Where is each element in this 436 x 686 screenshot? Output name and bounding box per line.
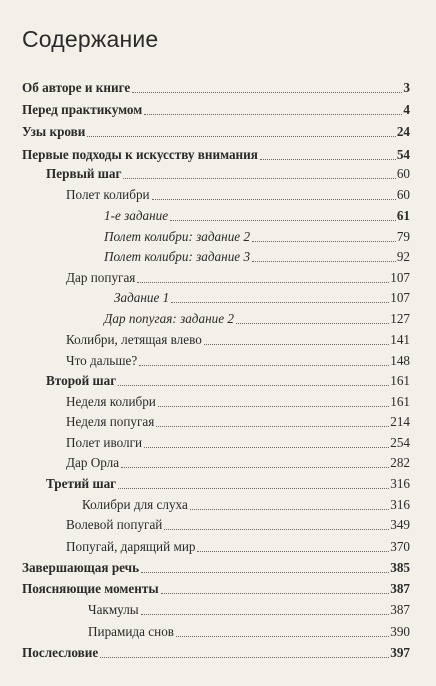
toc-entry bbox=[66, 453, 410, 471]
toc-entry-page-number: 390 bbox=[390, 624, 410, 639]
dot-leader bbox=[152, 198, 396, 200]
toc-entry bbox=[66, 392, 410, 410]
toc-entry-title: Волевой попугай bbox=[66, 517, 163, 532]
toc-entry-page-number: 24 bbox=[396, 124, 410, 139]
dot-leader bbox=[132, 91, 402, 93]
toc-entry bbox=[82, 495, 410, 513]
toc-entry-title: Задание 1 bbox=[114, 290, 170, 305]
toc-entry-page-number: 387 bbox=[390, 602, 410, 617]
toc-entry-page-number: 107 bbox=[390, 290, 410, 305]
toc-entry bbox=[22, 100, 410, 118]
toc-entry-page-number: 397 bbox=[390, 645, 410, 660]
toc-entry bbox=[22, 579, 410, 597]
dot-leader bbox=[170, 219, 396, 221]
toc-entry-title: Дар попугая: задание 2 bbox=[104, 311, 234, 326]
toc-entry-title: Пирамида снов bbox=[88, 624, 175, 639]
toc-entry bbox=[104, 227, 410, 245]
toc-entry-title: 1-е задание bbox=[104, 208, 169, 223]
toc-entry-page-number: 3 bbox=[403, 80, 410, 95]
dot-leader bbox=[164, 528, 389, 530]
dot-leader bbox=[87, 135, 395, 137]
toc-entry-title: Полет колибри: задание 3 bbox=[104, 249, 251, 264]
dot-leader bbox=[144, 113, 402, 115]
toc-entry-title: Что дальше? bbox=[66, 353, 138, 368]
toc-entry-title: Дар Орла bbox=[66, 455, 120, 470]
toc-entry bbox=[88, 600, 410, 618]
toc-entry-title: Узы крови bbox=[22, 124, 86, 139]
dot-leader bbox=[260, 158, 396, 160]
toc-entry-title: Об авторе и книге bbox=[22, 80, 131, 95]
toc-entry-page-number: 107 bbox=[390, 270, 410, 285]
toc-entry-page-number: 4 bbox=[403, 102, 410, 117]
toc-entry bbox=[22, 78, 410, 96]
toc-entry-page-number: 370 bbox=[390, 539, 410, 554]
toc-entry-page-number: 148 bbox=[390, 353, 410, 368]
dot-leader bbox=[197, 550, 389, 552]
dot-leader bbox=[139, 364, 389, 366]
toc-entry-title: Неделя колибри bbox=[66, 394, 156, 409]
toc-entry-page-number: 60 bbox=[396, 187, 410, 202]
toc-entry-title: Перед практикумом bbox=[22, 102, 143, 117]
dot-leader bbox=[123, 177, 395, 179]
toc-entry-title: Первые подходы к искусству внимания bbox=[22, 147, 258, 162]
toc-entry-title: Послесловие bbox=[22, 645, 99, 660]
toc-entry-page-number: 387 bbox=[390, 581, 410, 596]
dot-leader bbox=[121, 466, 389, 468]
toc-entry-title: Чакмулы bbox=[88, 602, 139, 617]
toc-entry-page-number: 92 bbox=[396, 249, 410, 264]
toc-entry-page-number: 316 bbox=[390, 497, 410, 512]
toc-entry-title: Полет колибри bbox=[66, 187, 150, 202]
toc-entry-title: Завершающая речь bbox=[22, 560, 140, 575]
toc-entry bbox=[66, 433, 410, 451]
toc-entry bbox=[22, 643, 410, 661]
toc-entry-title: Колибри для слуха bbox=[82, 497, 188, 512]
dot-leader bbox=[158, 405, 389, 407]
dot-leader bbox=[141, 571, 389, 573]
toc-entry bbox=[88, 622, 410, 640]
toc-entry bbox=[66, 515, 410, 533]
toc-entry bbox=[104, 309, 410, 327]
toc-entry bbox=[22, 122, 410, 140]
toc-entry bbox=[66, 330, 410, 348]
dot-leader bbox=[252, 260, 396, 262]
dot-leader bbox=[118, 487, 389, 489]
toc-entry bbox=[22, 558, 410, 576]
toc-entry bbox=[104, 206, 410, 224]
toc-entry-page-number: 161 bbox=[390, 394, 410, 409]
toc-entry bbox=[66, 537, 410, 555]
toc-entry-title: Третий шаг bbox=[46, 476, 117, 491]
toc-entry-page-number: 161 bbox=[390, 373, 410, 388]
dot-leader bbox=[118, 384, 389, 386]
toc-entry-page-number: 141 bbox=[390, 332, 410, 347]
dot-leader bbox=[161, 592, 390, 594]
toc-entry bbox=[46, 164, 410, 182]
toc-entry-page-number: 349 bbox=[390, 517, 410, 532]
toc-entry-title: Неделя попугая bbox=[66, 414, 155, 429]
dot-leader bbox=[100, 656, 389, 658]
toc-entry-page-number: 61 bbox=[396, 208, 410, 223]
toc-entry bbox=[66, 412, 410, 430]
page-title: Содержание bbox=[22, 26, 159, 52]
dot-leader bbox=[190, 508, 389, 510]
toc-entry-title: Первый шаг bbox=[46, 166, 122, 181]
dot-leader bbox=[156, 425, 389, 427]
toc-entry-page-number: 254 bbox=[390, 435, 410, 450]
toc-entry bbox=[22, 145, 410, 163]
toc-entry bbox=[66, 268, 410, 286]
toc-entry-page-number: 385 bbox=[390, 560, 410, 575]
toc-entry-title: Полет колибри: задание 2 bbox=[104, 229, 251, 244]
toc-entry-title: Попугай, дарящий мир bbox=[66, 539, 196, 554]
toc-entry-page-number: 127 bbox=[390, 311, 410, 326]
toc-entry-title: Дар попугая bbox=[66, 270, 136, 285]
dot-leader bbox=[171, 301, 389, 303]
toc-entry-title: Полет иволги bbox=[66, 435, 143, 450]
toc-entry-title: Колибри, летящая влево bbox=[66, 332, 202, 347]
toc-entry-page-number: 79 bbox=[396, 229, 410, 244]
dot-leader bbox=[137, 281, 389, 283]
dot-leader bbox=[144, 446, 389, 448]
toc-entry bbox=[66, 185, 410, 203]
toc-entry bbox=[114, 288, 410, 306]
toc-entry-title: Поясняющие моменты bbox=[22, 581, 159, 596]
toc-entry-page-number: 282 bbox=[390, 455, 410, 470]
toc-entry bbox=[104, 247, 410, 265]
toc-entry-page-number: 214 bbox=[390, 414, 410, 429]
toc-entry-title: Второй шаг bbox=[46, 373, 117, 388]
dot-leader bbox=[236, 322, 389, 324]
toc-entry-page-number: 60 bbox=[396, 166, 410, 181]
dot-leader bbox=[204, 343, 389, 345]
toc-entry-page-number: 316 bbox=[390, 476, 410, 491]
dot-leader bbox=[141, 613, 390, 615]
toc-entry-page-number: 54 bbox=[396, 147, 410, 162]
dot-leader bbox=[252, 240, 396, 242]
toc-entry bbox=[46, 474, 410, 492]
toc-entry bbox=[66, 351, 410, 369]
toc-entry bbox=[46, 371, 410, 389]
dot-leader bbox=[176, 635, 389, 637]
